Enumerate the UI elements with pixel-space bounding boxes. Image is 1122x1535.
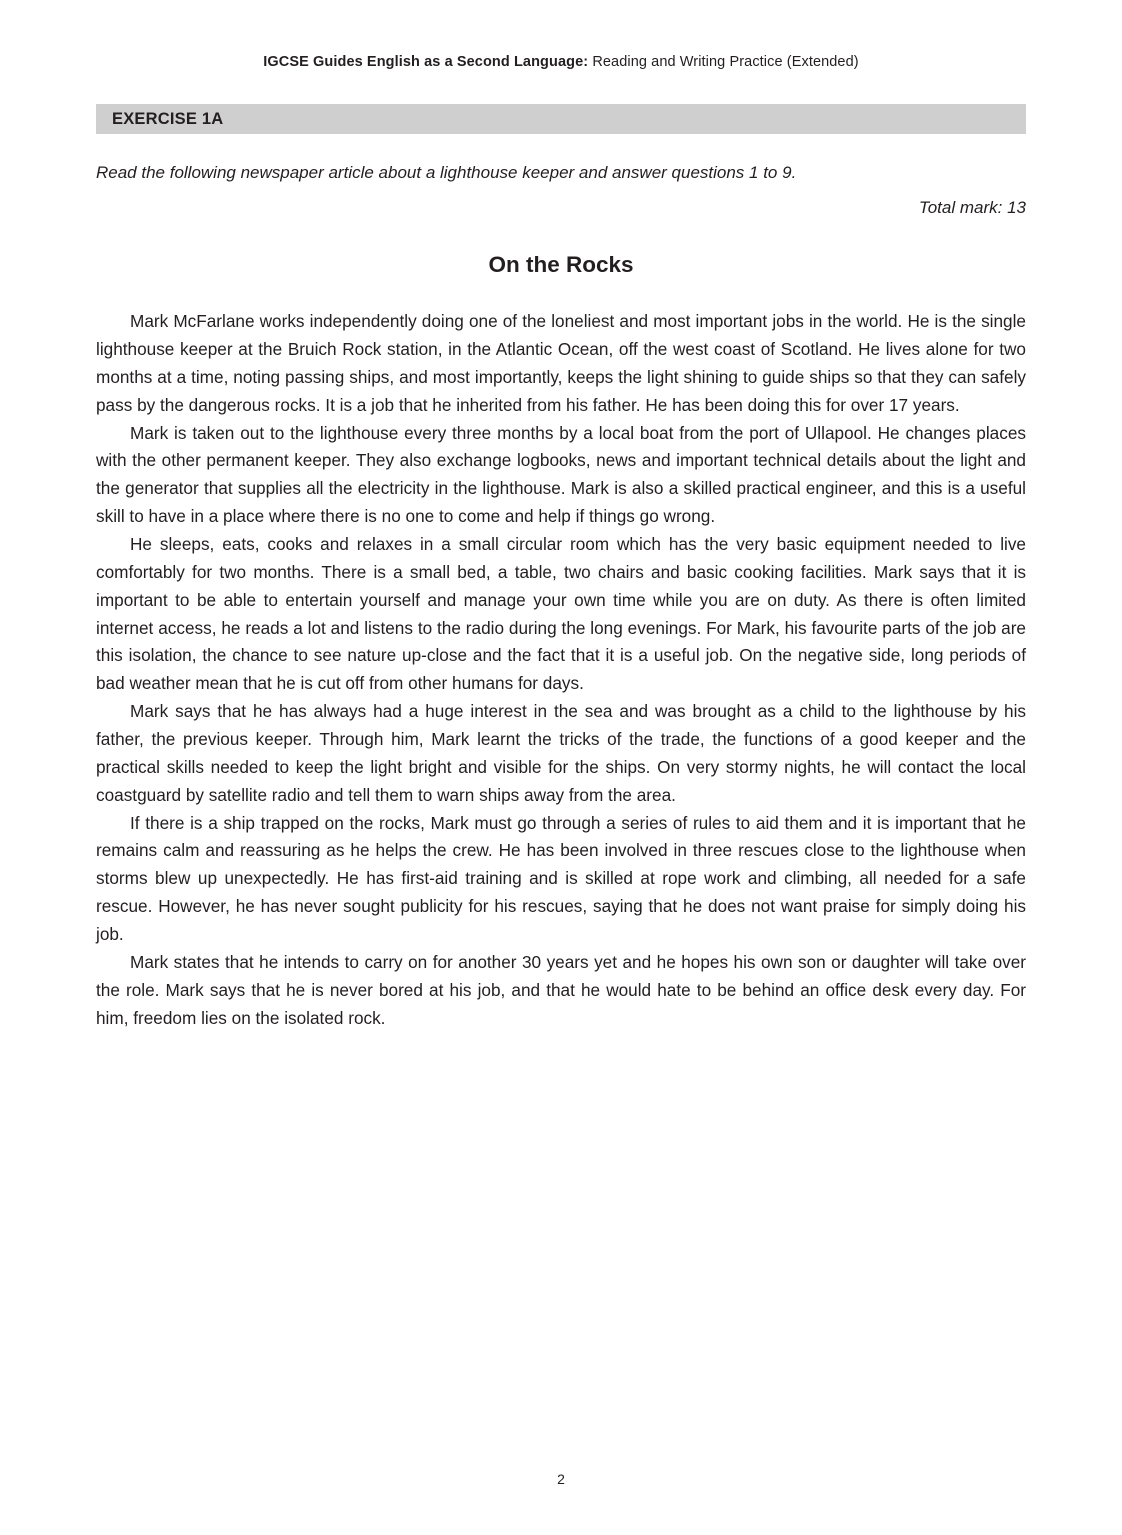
exercise-title: EXERCISE 1A (112, 109, 224, 128)
article-paragraph: Mark McFarlane works independently doing one of the loneliest and most important jobs in the world. He is the single lighthouse keeper at the Bruich Rock station, in the Atlantic Ocean, off the west coast of Scotland. He lives alone for two months at a time, noting passing ships, and most importantly, keeps the light shining to guide ships so that they can safely pass by the dangerous rocks. It is a job that he inherited from his father. He has been doing this for over 17 years. (96, 311, 1026, 415)
running-header (96, 0, 1026, 70)
header-suffix-label: Reading and Writing Practice (Extended) (592, 54, 859, 70)
article-body (96, 308, 1026, 1032)
page-number: 2 (557, 1471, 565, 1487)
total-mark-label: Total mark: 13 (918, 198, 1026, 218)
header-subject-label: English as a Second Language: (366, 54, 589, 70)
page-content (96, 0, 1026, 1032)
article-paragraph: If there is a ship trapped on the rocks, Mark must go through a series of rules to aid them and it is important that he remains calm and reassuring as he helps the crew. He has been involved in three rescues close to the lighthouse when storms blew up unexpectedly. He has first-aid training and is skilled at rope work and climbing, all needed for a safe rescue. However, he has never sought publicity for his rescues, saying that he does not want praise for simply doing his job. (96, 812, 1026, 944)
article-paragraph: Mark says that he has always had a huge interest in the sea and was brought as a child to the lighthouse by his father, the previous keeper. Through him, Mark learnt the tricks of the trade, the functions of a good keeper and the practical skills needed to keep the light bright and visible for the ships. On very stormy nights, he will contact the local coastguard by satellite radio and tell them to warn ships away from the area. (96, 701, 1026, 805)
article-paragraph: He sleeps, eats, cooks and relaxes in a small circular room which has the very basic equipment needed to live comfortably for two months. There is a small bed, a table, two chairs and basic cooking facilities. Mark says that it is important to be able to entertain yourself and manage your own time while you are on duty. As there is often limited internet access, he reads a lot and listens to the radio during the long evenings. For Mark, his favourite parts of the job are this isolation, the chance to see nature up-close and the fact that it is a useful job. On the negative side, long periods of bad weather mean that he is cut off from other humans for days. (96, 533, 1026, 694)
exercise-instruction: Read the following newspaper article about a lighthouse keeper and answer questions 1 to 9. (96, 163, 797, 182)
article-paragraph: Mark states that he intends to carry on for another 30 years yet and he hopes his own son or daughter will take over the role. Mark says that he is never bored at his job, and that he would hate to be behind an office desk every day. For him, freedom lies on the isolated rock. (96, 951, 1026, 1028)
header-guide-label: IGCSE Guides (263, 54, 363, 70)
article-title: On the Rocks (488, 252, 634, 278)
article-paragraph: Mark is taken out to the lighthouse every three months by a local boat from the port of Ullapool. He changes places with the other permanent keeper. They also exchange logbooks, news and important technical details about the light and the generator that supplies all the electricity in the lighthouse. Mark is also a skilled practical engineer, and this is a useful skill to have in a place where there is no one to come and help if things go wrong. (96, 422, 1026, 527)
exercise-banner (96, 104, 1026, 134)
